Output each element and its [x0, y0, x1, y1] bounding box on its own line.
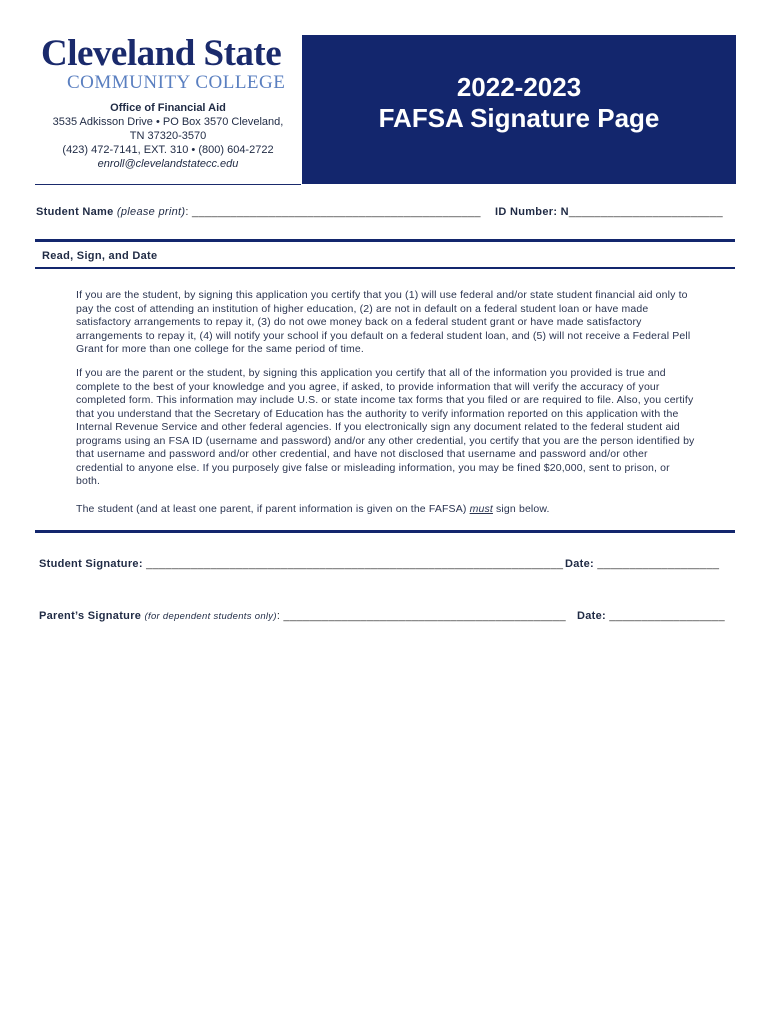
parent-date-label: Date:: [577, 610, 607, 622]
section-title: Read, Sign, and Date: [42, 250, 158, 262]
parent-certification-paragraph: If you are the parent or the student, by signing this application you certify that all of the information you provided is true and complete to the best of your knowledge and you agree, if asked, to provide information that will verify the accuracy of your completed form. This information may include U.S. or state income tax forms that you filed or are required to file. Also, you certify that you understand that the Secretary of Education has the authority to verify information reported on this application with the Internal Revenue Service and other federal agencies. If you electronically sign any document related to the federal student aid programs using an FSA ID (username and password) and/or any other credential, you certify that you are the person identified by that username and password and/or other credential, and have not disclosed that username and password and/or other credential to anyone else. If you purposely give false or misleading information, you may be fined $20,000, sent to prison, or both.: [76, 367, 695, 487]
form-title: FAFSA Signature Page: [378, 103, 660, 133]
office-email: enroll@clevelandstatecc.edu: [97, 158, 239, 170]
office-contact-block: [35, 101, 301, 171]
college-logo-subtitle: COMMUNITY COLLEGE: [67, 72, 286, 93]
address-line-2: TN 37320-3570: [129, 130, 207, 142]
address-line-1: 3535 Adkisson Drive • PO Box 3570 Cleveland,: [52, 116, 284, 128]
student-certification-paragraph: If you are the student, by signing this application you certify that you (1) will use federal and/or state student financial aid only to pay the cost of attending an institution of higher education, (2) are not in default on a federal student loan or have made satisfactory arrangements to repay it, (3) do not owe money back on a federal student grant or have made satisfactory arrangements to repay it, (4) will notify your school if you default on a federal student loan, and (5) will not receive a Federal Pell Grant for more than one college for the same period of time.: [76, 289, 691, 355]
section-divider-title: [35, 267, 735, 269]
parent-signature-blank[interactable]: : ____________________________________________: [276, 610, 566, 622]
id-number-blank[interactable]: ________________________: [568, 206, 723, 218]
parent-signature-field[interactable]: [39, 610, 566, 622]
parent-signature-hint: (for dependent students only): [144, 611, 277, 622]
student-signature-label: Student Signature:: [39, 558, 143, 570]
student-name-label: Student Name: [36, 206, 114, 218]
section-divider-top: [35, 239, 735, 242]
student-name-blank[interactable]: : _____________________________________________: [185, 206, 481, 218]
student-date-label: Date:: [565, 558, 595, 570]
signature-instruction-text: The student (and at least one parent, if parent information is given on the FAFSA): [76, 503, 470, 515]
id-number-label: ID Number: N: [495, 206, 569, 218]
parent-date-blank[interactable]: __________________: [606, 610, 725, 622]
parent-date-field[interactable]: [577, 610, 725, 622]
student-signature-field[interactable]: [39, 558, 563, 570]
student-name-field[interactable]: [36, 206, 481, 218]
section-divider-bottom: [35, 530, 735, 533]
form-year: 2022-2023: [456, 72, 582, 102]
parent-signature-label: Parent’s Signature: [39, 610, 142, 622]
office-title: Office of Financial Aid: [110, 102, 226, 114]
signature-instruction-emphasis: must: [469, 503, 493, 515]
header-left: [35, 35, 301, 185]
student-name-hint: (please print): [116, 206, 186, 218]
student-date-blank[interactable]: ___________________: [594, 558, 720, 570]
college-logo: Cleveland State: [41, 33, 282, 74]
student-date-field[interactable]: [565, 558, 719, 570]
signature-instruction-end: sign below.: [492, 503, 550, 515]
signature-instruction: [76, 503, 696, 517]
phone-numbers: (423) 472-7141, EXT. 310 • (800) 604-2722: [62, 144, 274, 156]
student-signature-blank[interactable]: _________________________________________________________________: [142, 558, 564, 570]
form-title-banner: [302, 35, 736, 184]
id-number-field[interactable]: [495, 206, 723, 218]
